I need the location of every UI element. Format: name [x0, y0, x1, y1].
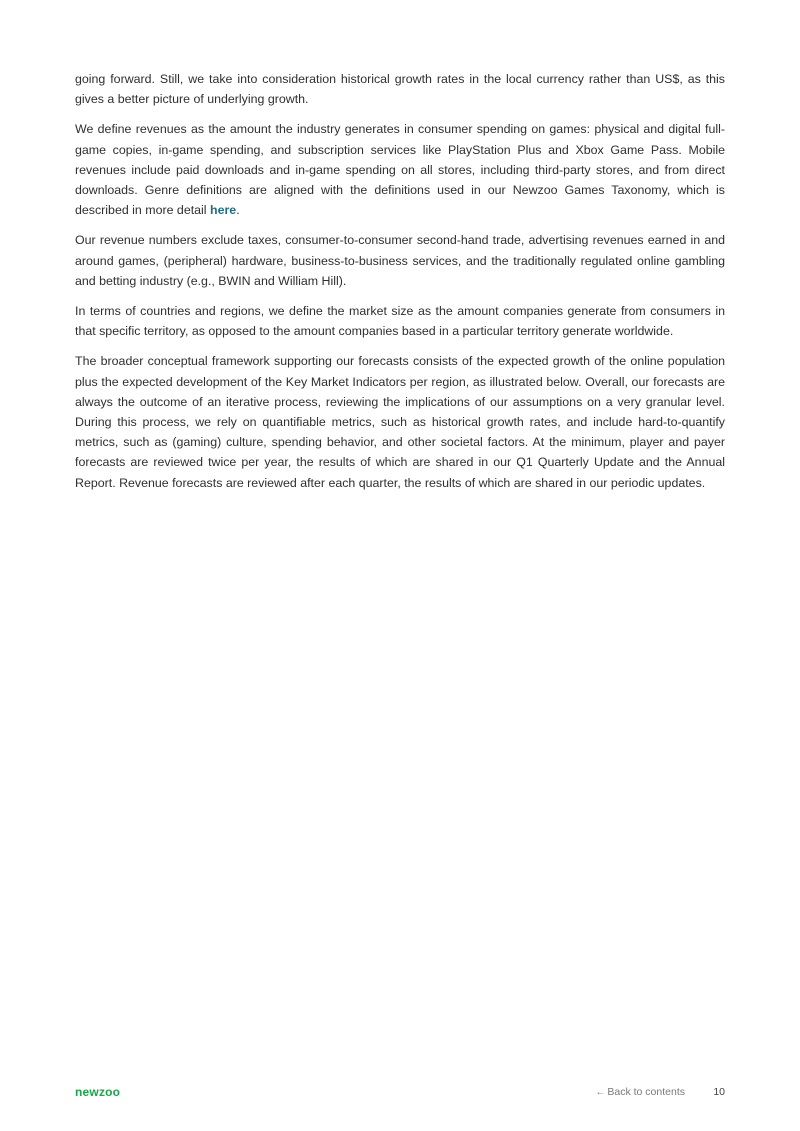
page-footer: [75, 1085, 725, 1101]
document-body: [75, 69, 725, 503]
paragraph-revenue-exclusions: Our revenue numbers exclude taxes, consumer-to-consumer second-hand trade, advertising revenues earned in and around games, (peripheral) hardware, business-to-business services, and the traditionally regulated online gambling and betting industry (e.g., BWIN and William Hill).: [75, 233, 725, 288]
paragraph-forecast-framework: The broader conceptual framework supporting our forecasts consists of the expected growth of the online population plus the expected development of the Key Market Indicators per region, as illustrated below. Overall, our forecasts are always the outcome of an iterative process, reviewing the implications of our assumptions on a very granular level. During this process, we rely on quantifiable metrics, such as historical growth rates, and include hard-to-quantify metrics, such as (gaming) culture, spending behavior, and other societal factors. At the minimum, player and payer forecasts are reviewed twice per year, the results of which are shared in our Q1 Quarterly Update and the Annual Report. Revenue forecasts are reviewed after each quarter, the results of which are shared in our periodic updates.: [75, 354, 725, 490]
taxonomy-here-link[interactable]: here: [210, 203, 237, 218]
paragraph-growth-rates: going forward. Still, we take into consideration historical growth rates in the local currency rather than US$, as this gives a better picture of underlying growth.: [75, 72, 725, 107]
newzoo-logo: newzoo: [75, 1085, 121, 1099]
back-to-contents-link[interactable]: [595, 1086, 685, 1098]
back-to-contents-label: Back to contents: [607, 1086, 685, 1098]
arrow-left-icon: ←: [595, 1087, 606, 1098]
page-number: 10: [713, 1086, 725, 1098]
paragraph-revenue-definition-text: We define revenues as the amount the industry generates in consumer spending on games: physical and digital full-game copies, in-game spending, and subscription services like PlayStation Plus and Xbox Game Pass. Mobile revenues include paid downloads and in-game spending on all stores, including third-party stores, and from direct downloads. Genre definitions are aligned with the definitions used in our Newzoo Games Taxonomy, which is described in more detail: [75, 122, 725, 218]
paragraph-market-size: In terms of countries and regions, we define the market size as the amount companies generate from consumers in that specific territory, as opposed to the amount companies based in a particular territory generate worldwide.: [75, 304, 725, 339]
paragraph-revenue-definition-end: .: [236, 203, 240, 218]
paragraph-revenue-definition: [75, 119, 725, 220]
